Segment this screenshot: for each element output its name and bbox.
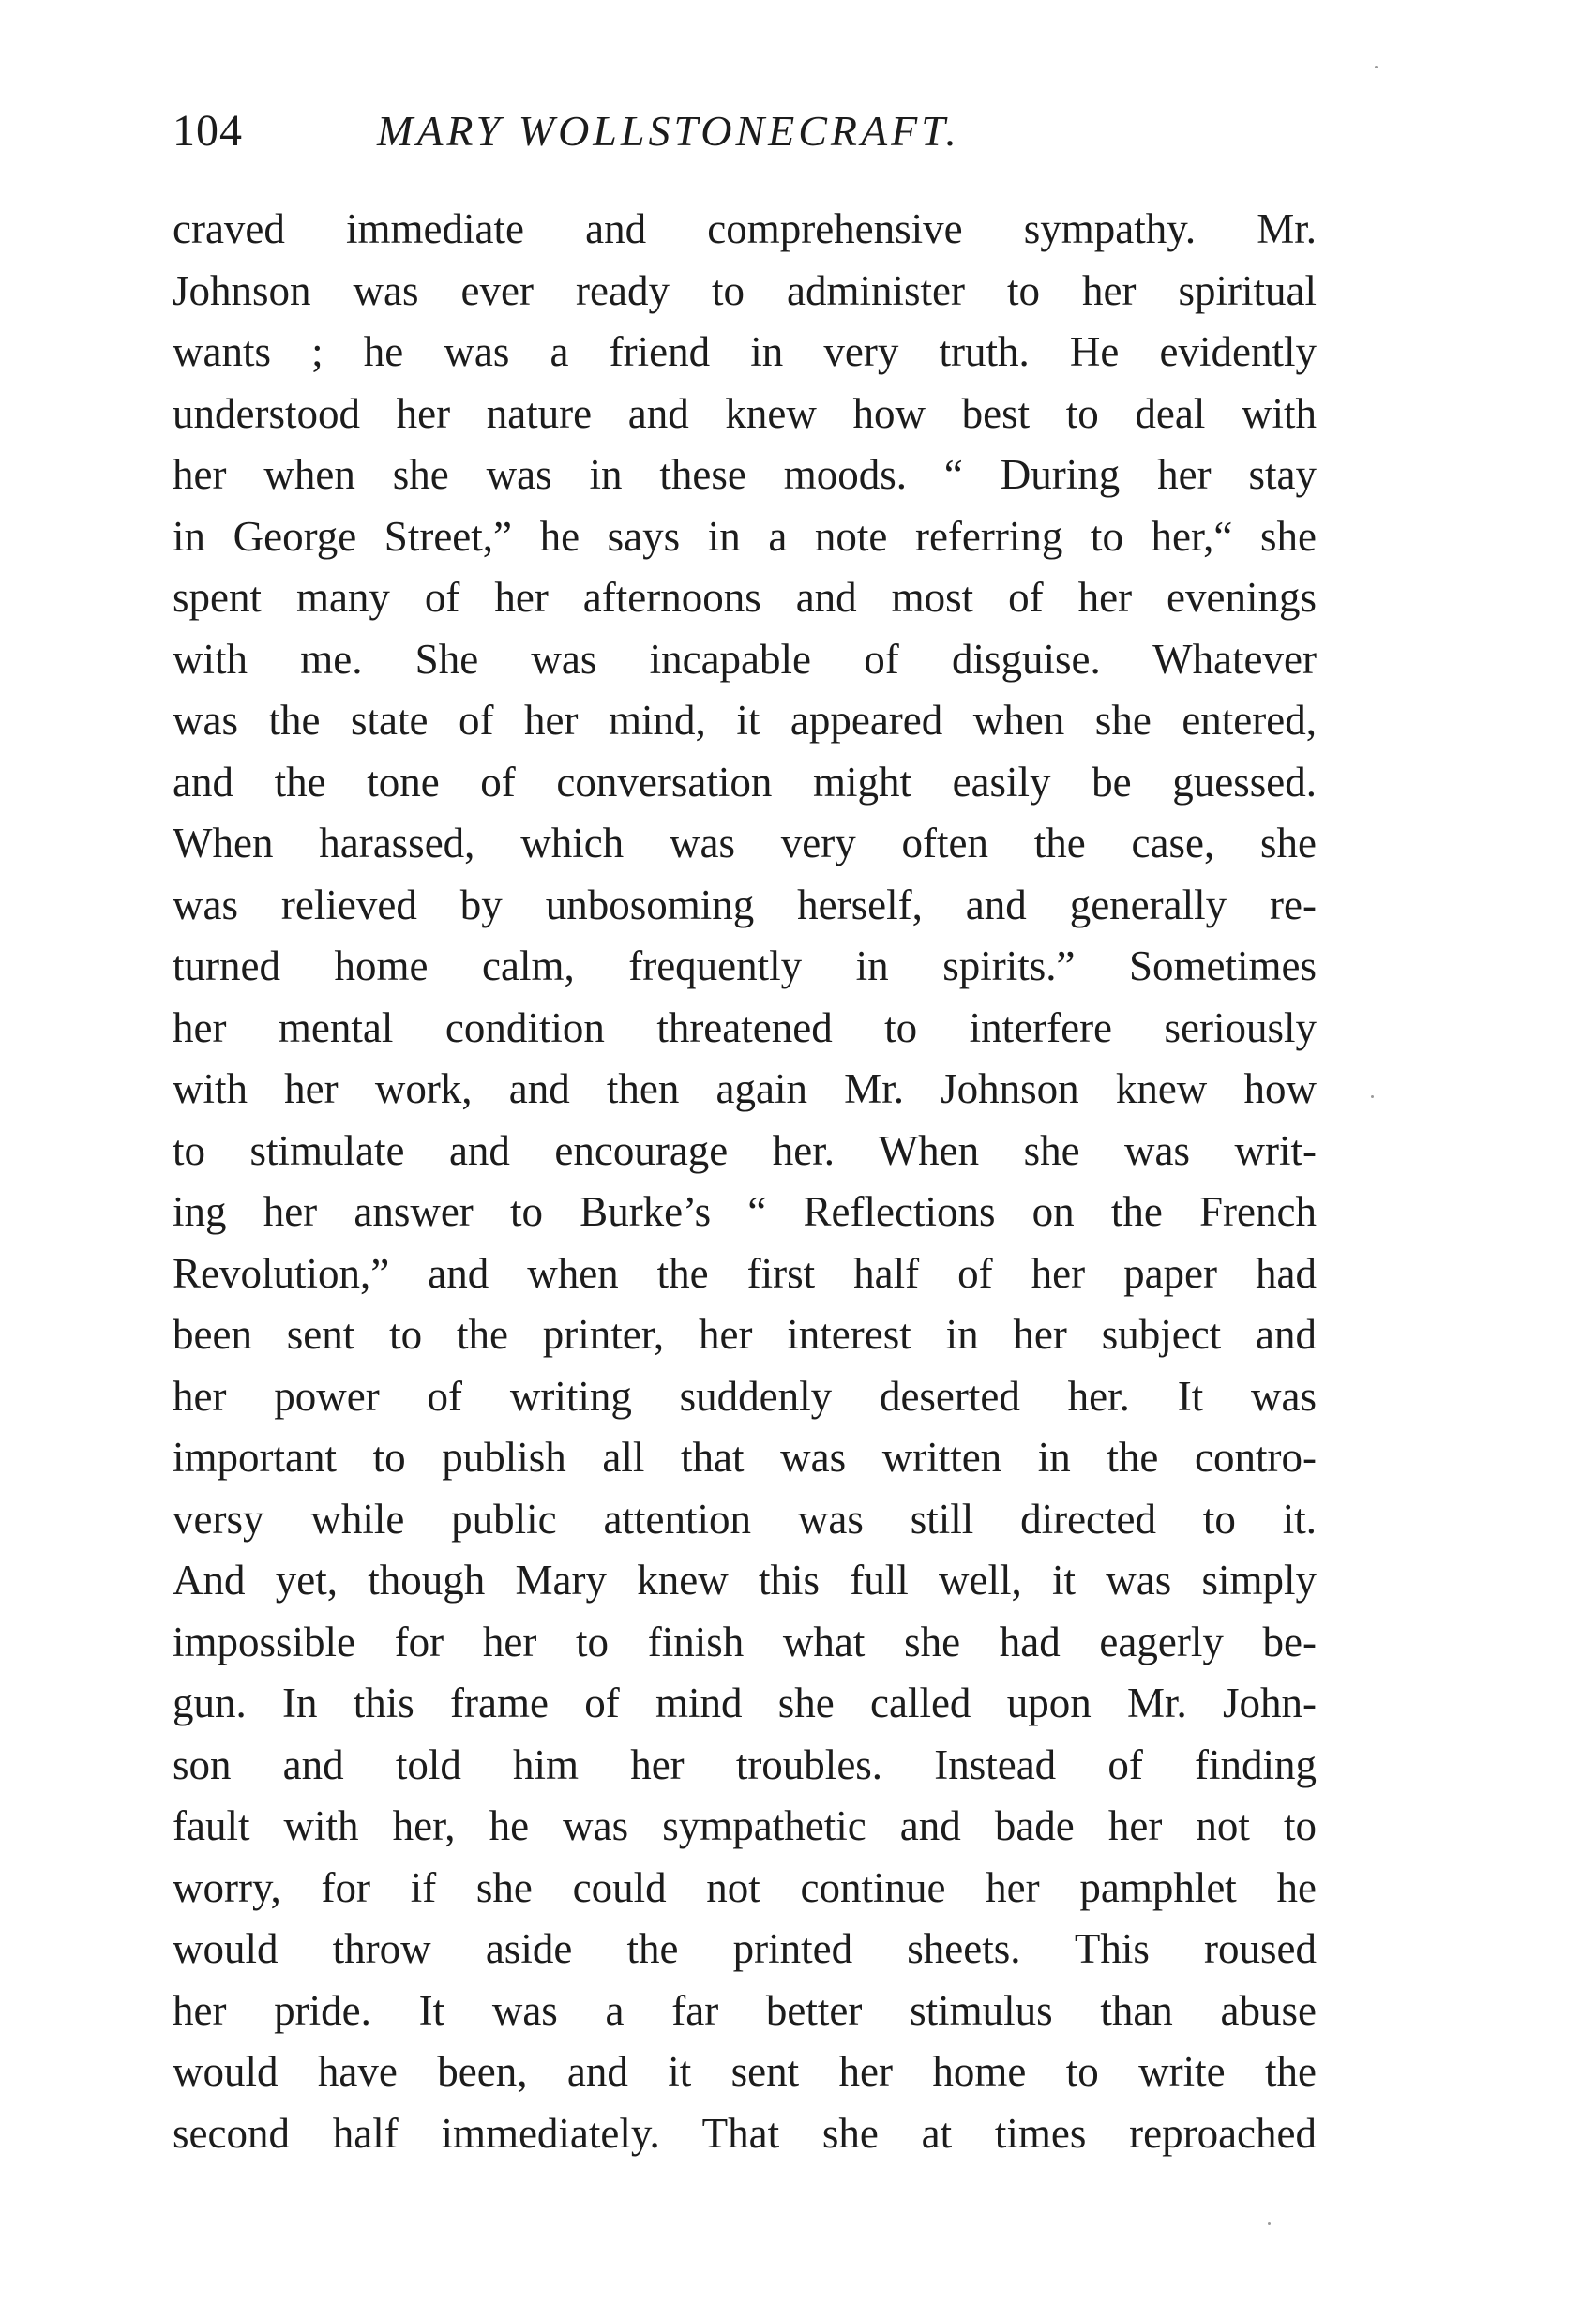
- text-line: ing her answer to Burke’s “ Reflections on the French: [173, 1188, 1317, 1235]
- text-line: and the tone of conversation might easily be guessed.: [173, 758, 1317, 806]
- text-line: would have been, and it sent her home to write the: [173, 2048, 1317, 2095]
- text-line: impossible for her to finish what she had eagerly be-: [173, 1618, 1317, 1665]
- text-line: wants ; he was a friend in very truth. He evidently: [173, 328, 1317, 375]
- running-title: MARY WOLLSTONECRAFT.: [377, 107, 960, 155]
- text-line: turned home calm, frequently in spirits.” Sometimes: [173, 942, 1317, 989]
- body-text: [173, 199, 1317, 2164]
- text-line: important to publish all that was written in the contro-: [173, 1434, 1317, 1481]
- text-line: versy while public attention was still directed to it.: [173, 1495, 1317, 1543]
- running-head: [173, 94, 1317, 169]
- text-line: son and told him her troubles. Instead of finding: [173, 1740, 1317, 1788]
- text-line: was relieved by unbosoming herself, and generally re-: [173, 881, 1317, 928]
- paper-speck: [1375, 66, 1378, 68]
- text-line: her power of writing suddenly deserted her. It was: [173, 1372, 1317, 1420]
- text-line: worry, for if she could not continue her pamphlet he: [173, 1863, 1317, 1911]
- text-line: would throw aside the printed sheets. This roused: [173, 1925, 1317, 1972]
- paper-speck: [1371, 1095, 1374, 1098]
- text-line: Revolution,” and when the first half of her paper had: [173, 1249, 1317, 1297]
- text-line: When harassed, which was very often the case, she: [173, 820, 1317, 866]
- text-line: And yet, though Mary knew this full well, it was simply: [173, 1557, 1317, 1604]
- text-line: spent many of her afternoons and most of her evenings: [173, 574, 1317, 621]
- text-line: her mental condition threatened to interfere seriously: [173, 1003, 1317, 1051]
- text-line: gun. In this frame of mind she called upon Mr. John-: [173, 1680, 1317, 1726]
- text-line: with her work, and then again Mr. Johnson knew how: [173, 1065, 1317, 1112]
- text-line: with me. She was incapable of disguise. Whatever: [173, 635, 1317, 683]
- text-line: craved immediate and comprehensive sympathy. Mr.: [173, 205, 1317, 252]
- text-line: in George Street,” he says in a note referring to her,“ she: [173, 512, 1317, 560]
- text-line: second half immediately. That she at times reproached: [173, 2109, 1317, 2157]
- paper-speck: [1268, 2222, 1271, 2225]
- text-line: her pride. It was a far better stimulus than abuse: [173, 1986, 1317, 2034]
- page-number: 104: [173, 106, 243, 156]
- text-line: to stimulate and encourage her. When she was writ-: [173, 1126, 1317, 1174]
- text-line: understood her nature and knew how best to deal with: [173, 389, 1317, 437]
- text-line: been sent to the printer, her interest in her subject and: [173, 1311, 1317, 1358]
- text-line: was the state of her mind, it appeared when she entered,: [173, 697, 1317, 744]
- text-line: fault with her, he was sympathetic and bade her not to: [173, 1802, 1317, 1849]
- text-line: Johnson was ever ready to administer to her spiritual: [173, 266, 1317, 314]
- text-line: her when she was in these moods. “ During her stay: [173, 451, 1317, 498]
